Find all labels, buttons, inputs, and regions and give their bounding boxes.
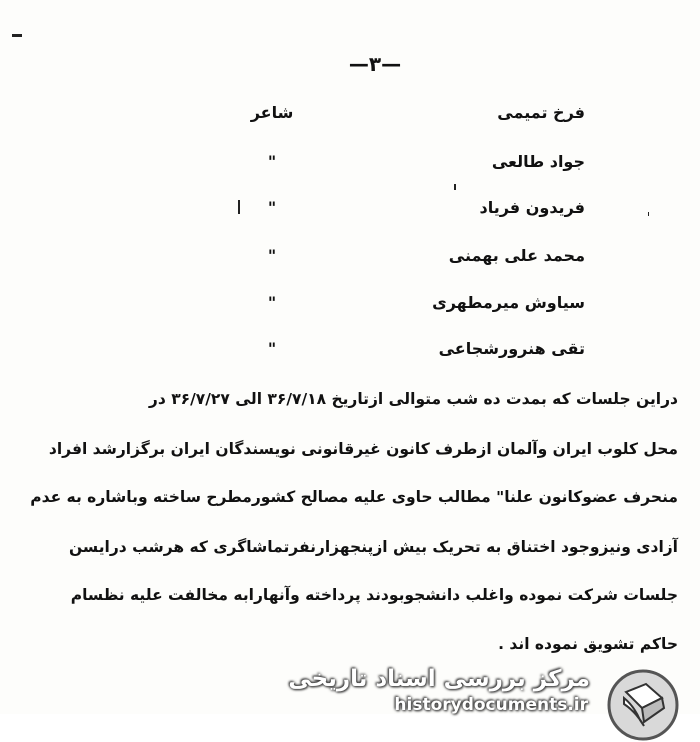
member-name: فرخ تمیمی — [497, 103, 585, 122]
book-logo-icon — [606, 668, 680, 742]
member-name: محمد علی بهمنی — [448, 246, 585, 265]
member-name: تقی هنرورشجاعی — [438, 339, 585, 358]
member-name: جواد طالعی — [491, 152, 585, 171]
paragraph-line: حاکم تشویق نموده اند . — [498, 635, 678, 653]
member-role: " — [267, 246, 277, 265]
scan-speck — [12, 34, 22, 37]
paragraph-line: منحرف عضوکانون علنا" مطالب حاوی علیه مصالح کشورمطرح ساخته وباشاره به عدم — [30, 488, 678, 506]
paragraph-line: محل کلوب ایران وآلمان ازطرف کانون غیرقانونی نویسندگان ایران برگزارشد افراد — [48, 440, 678, 458]
member-role: " — [267, 293, 277, 312]
member-role: " — [267, 152, 277, 171]
member-role: " — [267, 198, 277, 217]
scan-speck — [648, 212, 649, 216]
member-name: فریدون فریاد — [479, 198, 585, 217]
member-name: سیاوش میرمطهری — [432, 293, 585, 312]
member-role: شاعر — [250, 103, 294, 122]
scan-speck — [454, 184, 456, 190]
watermark-url: historydocuments.ir — [394, 695, 588, 715]
paragraph-line: جلسات شرکت نموده واغلب دانشجوبودند پرداخته وآنهارابه مخالفت علیه نظسام — [70, 586, 678, 604]
paragraph-line: دراین جلسات که بمدت ده شب متوالی ازتاریخ ۳۶/۷/۱۸ الی ۳۶/۷/۲۷ در — [148, 390, 678, 408]
watermark-title: مرکز بررسی اسناد تاریخی — [288, 666, 590, 692]
member-role: " — [267, 339, 277, 358]
page-number: —٣— — [348, 52, 402, 76]
paragraph-line: آزادی ونیزوجود اختناق به تحریک بیش ازپنجهزارنفرتماشاگری که هرشب درایسن — [68, 538, 678, 556]
